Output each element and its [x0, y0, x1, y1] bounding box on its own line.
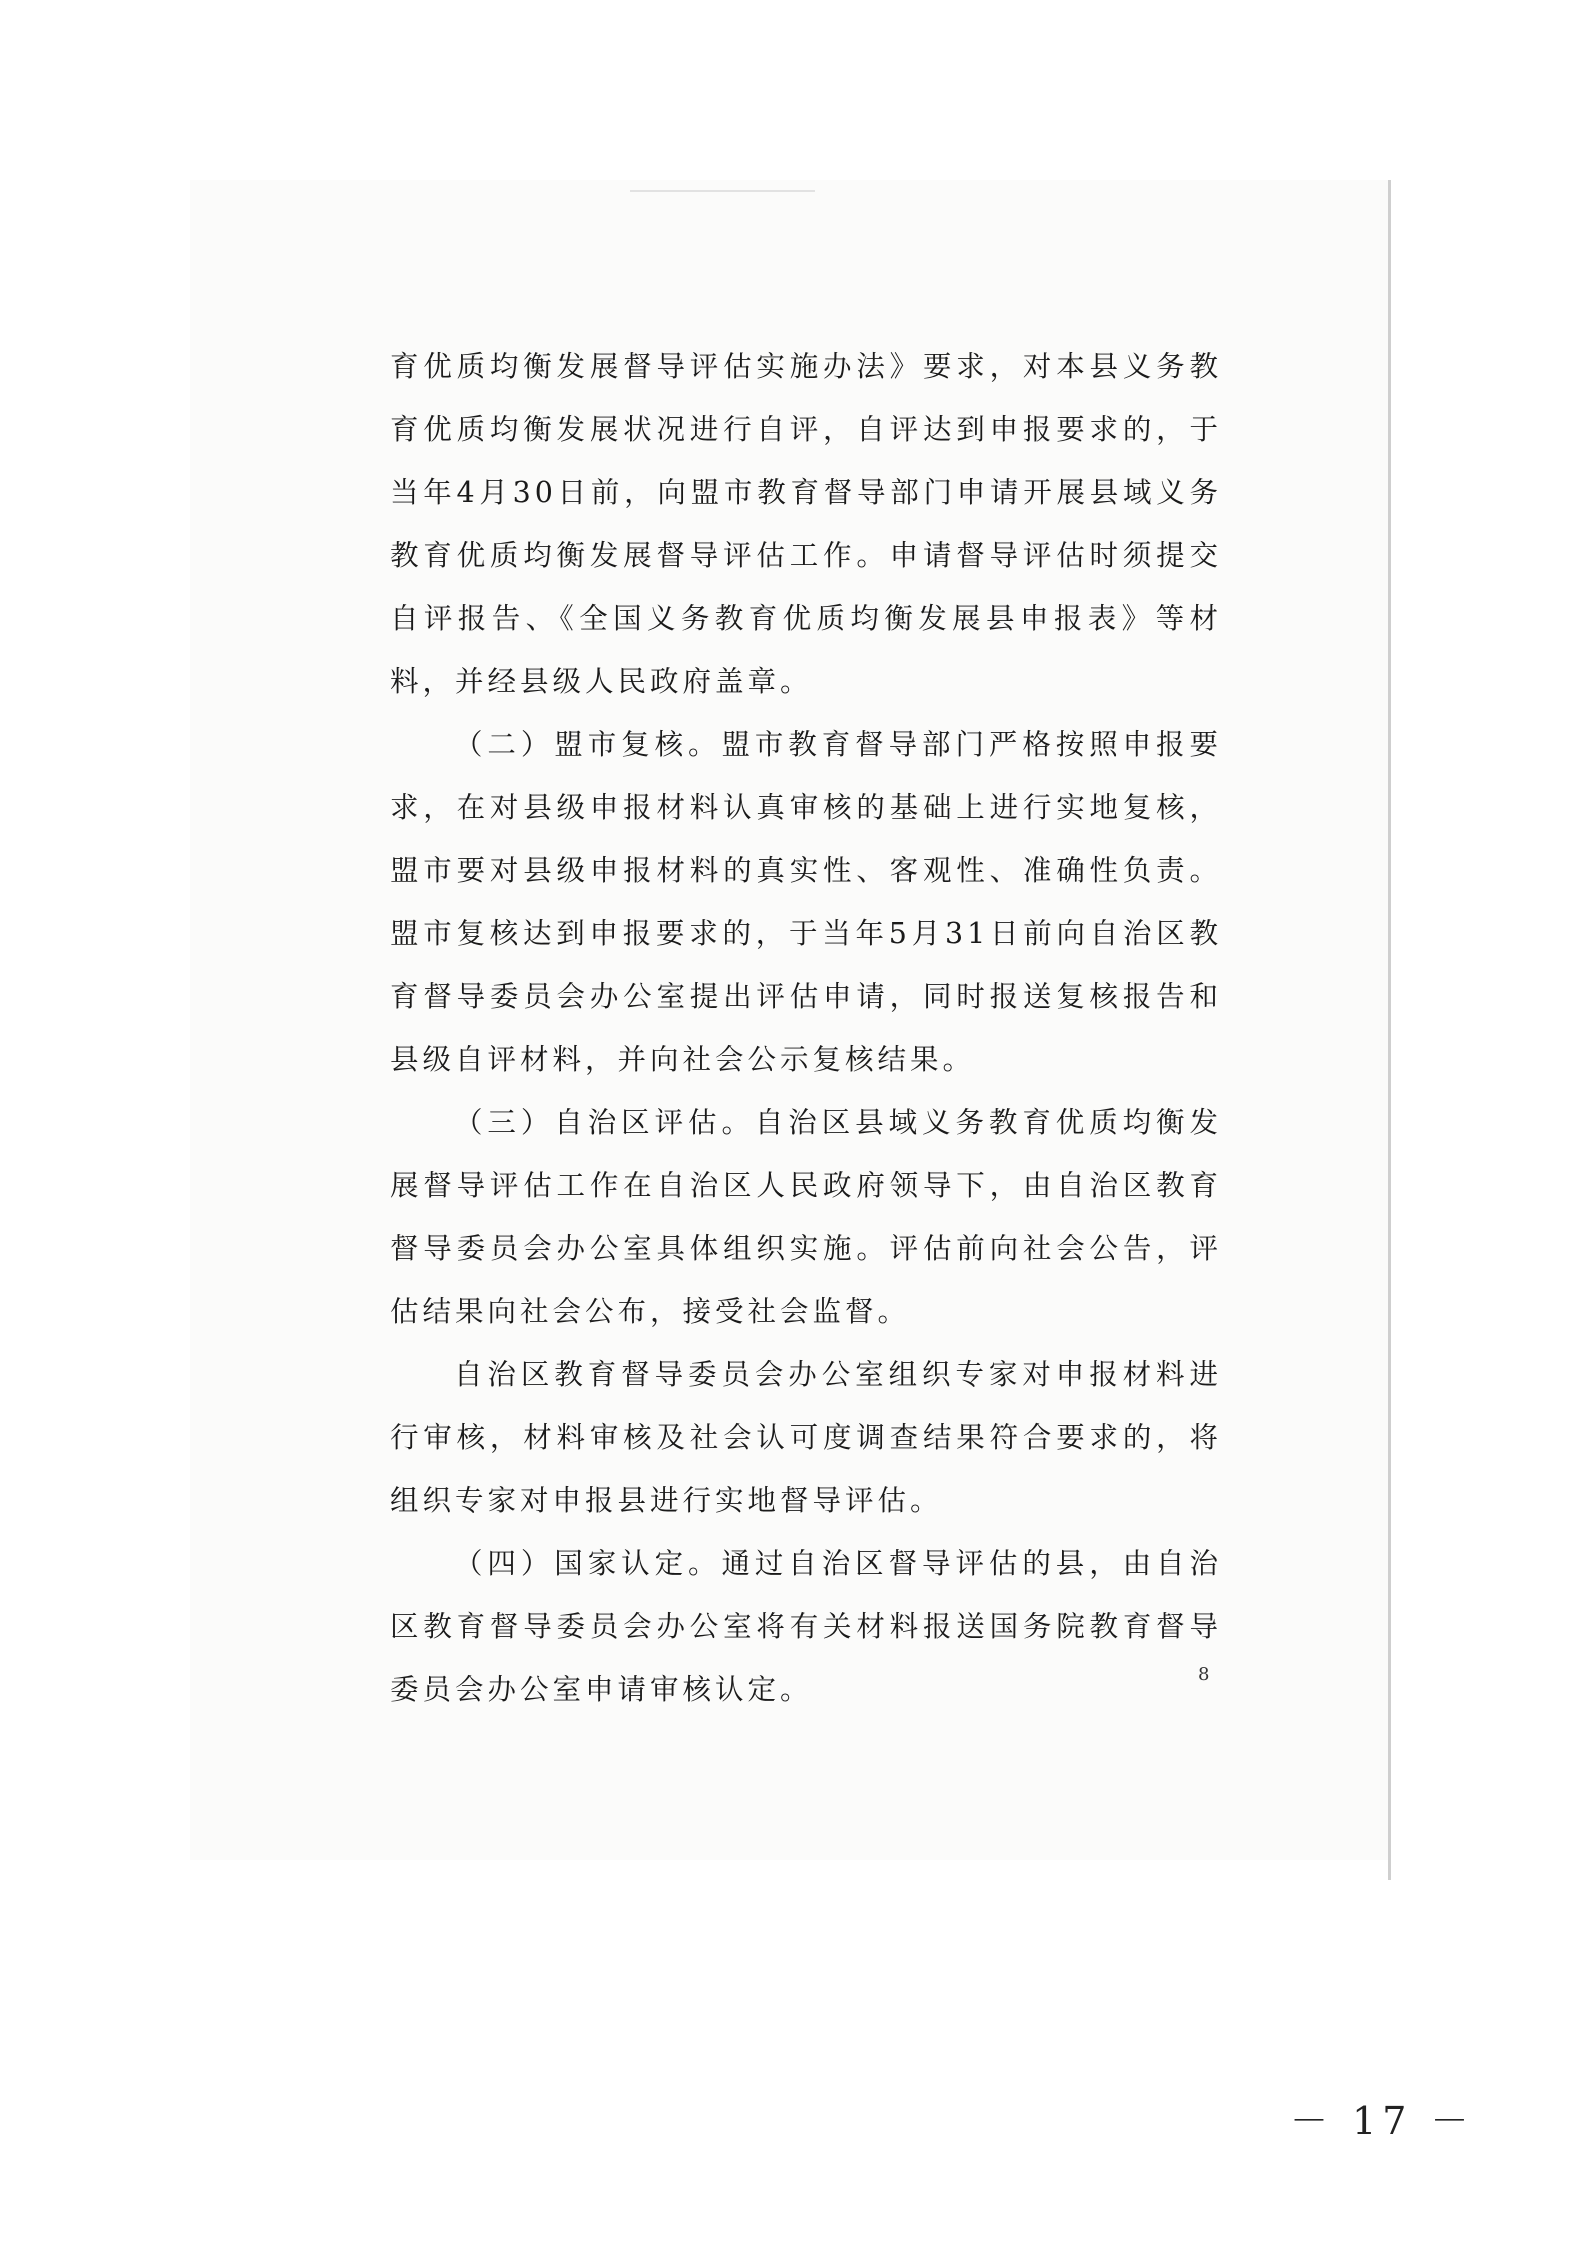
paragraph-expert-review: 自治区教育督导委员会办公室组织专家对申报材料进行审核，材料审核及社会认可度调查结果符合要求的，将组织专家对申报县进行实地督导评估。 [390, 1358, 1222, 1517]
paragraph-national-certification: （四）国家认定。通过自治区督导评估的县，由自治区教育督导委员会办公室将有关材料报送国务院教育督导委员会办公室申请审核认定。 [390, 1547, 1222, 1706]
inner-page-number: 8 [1198, 1664, 1210, 1685]
paragraph-continuation: 育优质均衡发展督导评估实施办法》要求，对本县义务教育优质均衡发展状况进行自评，自评达到申报要求的，于当年4月30日前，向盟市教育督导部门申请开展县域义务教育优质均衡发展督导评估工作。申请督导评估时须提交自评报告、《全国义务教育优质均衡发展县申报表》等材料，并经县级人民政府盖章。 [390, 350, 1222, 698]
scan-edge [630, 190, 815, 192]
paragraph-city-review: （二）盟市复核。盟市教育督导部门严格按照申报要求，在对县级申报材料认真审核的基础上进行实地复核，盟市要对县级申报材料的真实性、客观性、准确性负责。盟市复核达到申报要求的，于当年5月31日前向自治区教育督导委员会办公室提出评估申请，同时报送复核报告和县级自评材料，并向社会公示复核结果。 [390, 728, 1222, 1076]
page-number: － 17 － [1290, 2099, 1475, 2143]
scan-edge [1388, 180, 1391, 1880]
paragraph-region-evaluation: （三）自治区评估。自治区县域义务教育优质均衡发展督导评估工作在自治区人民政府领导下，由自治区教育督导委员会办公室具体组织实施。评估前向社会公告，评估结果向社会公布，接受社会监督。 [390, 1106, 1222, 1328]
document-body [390, 335, 1222, 1721]
